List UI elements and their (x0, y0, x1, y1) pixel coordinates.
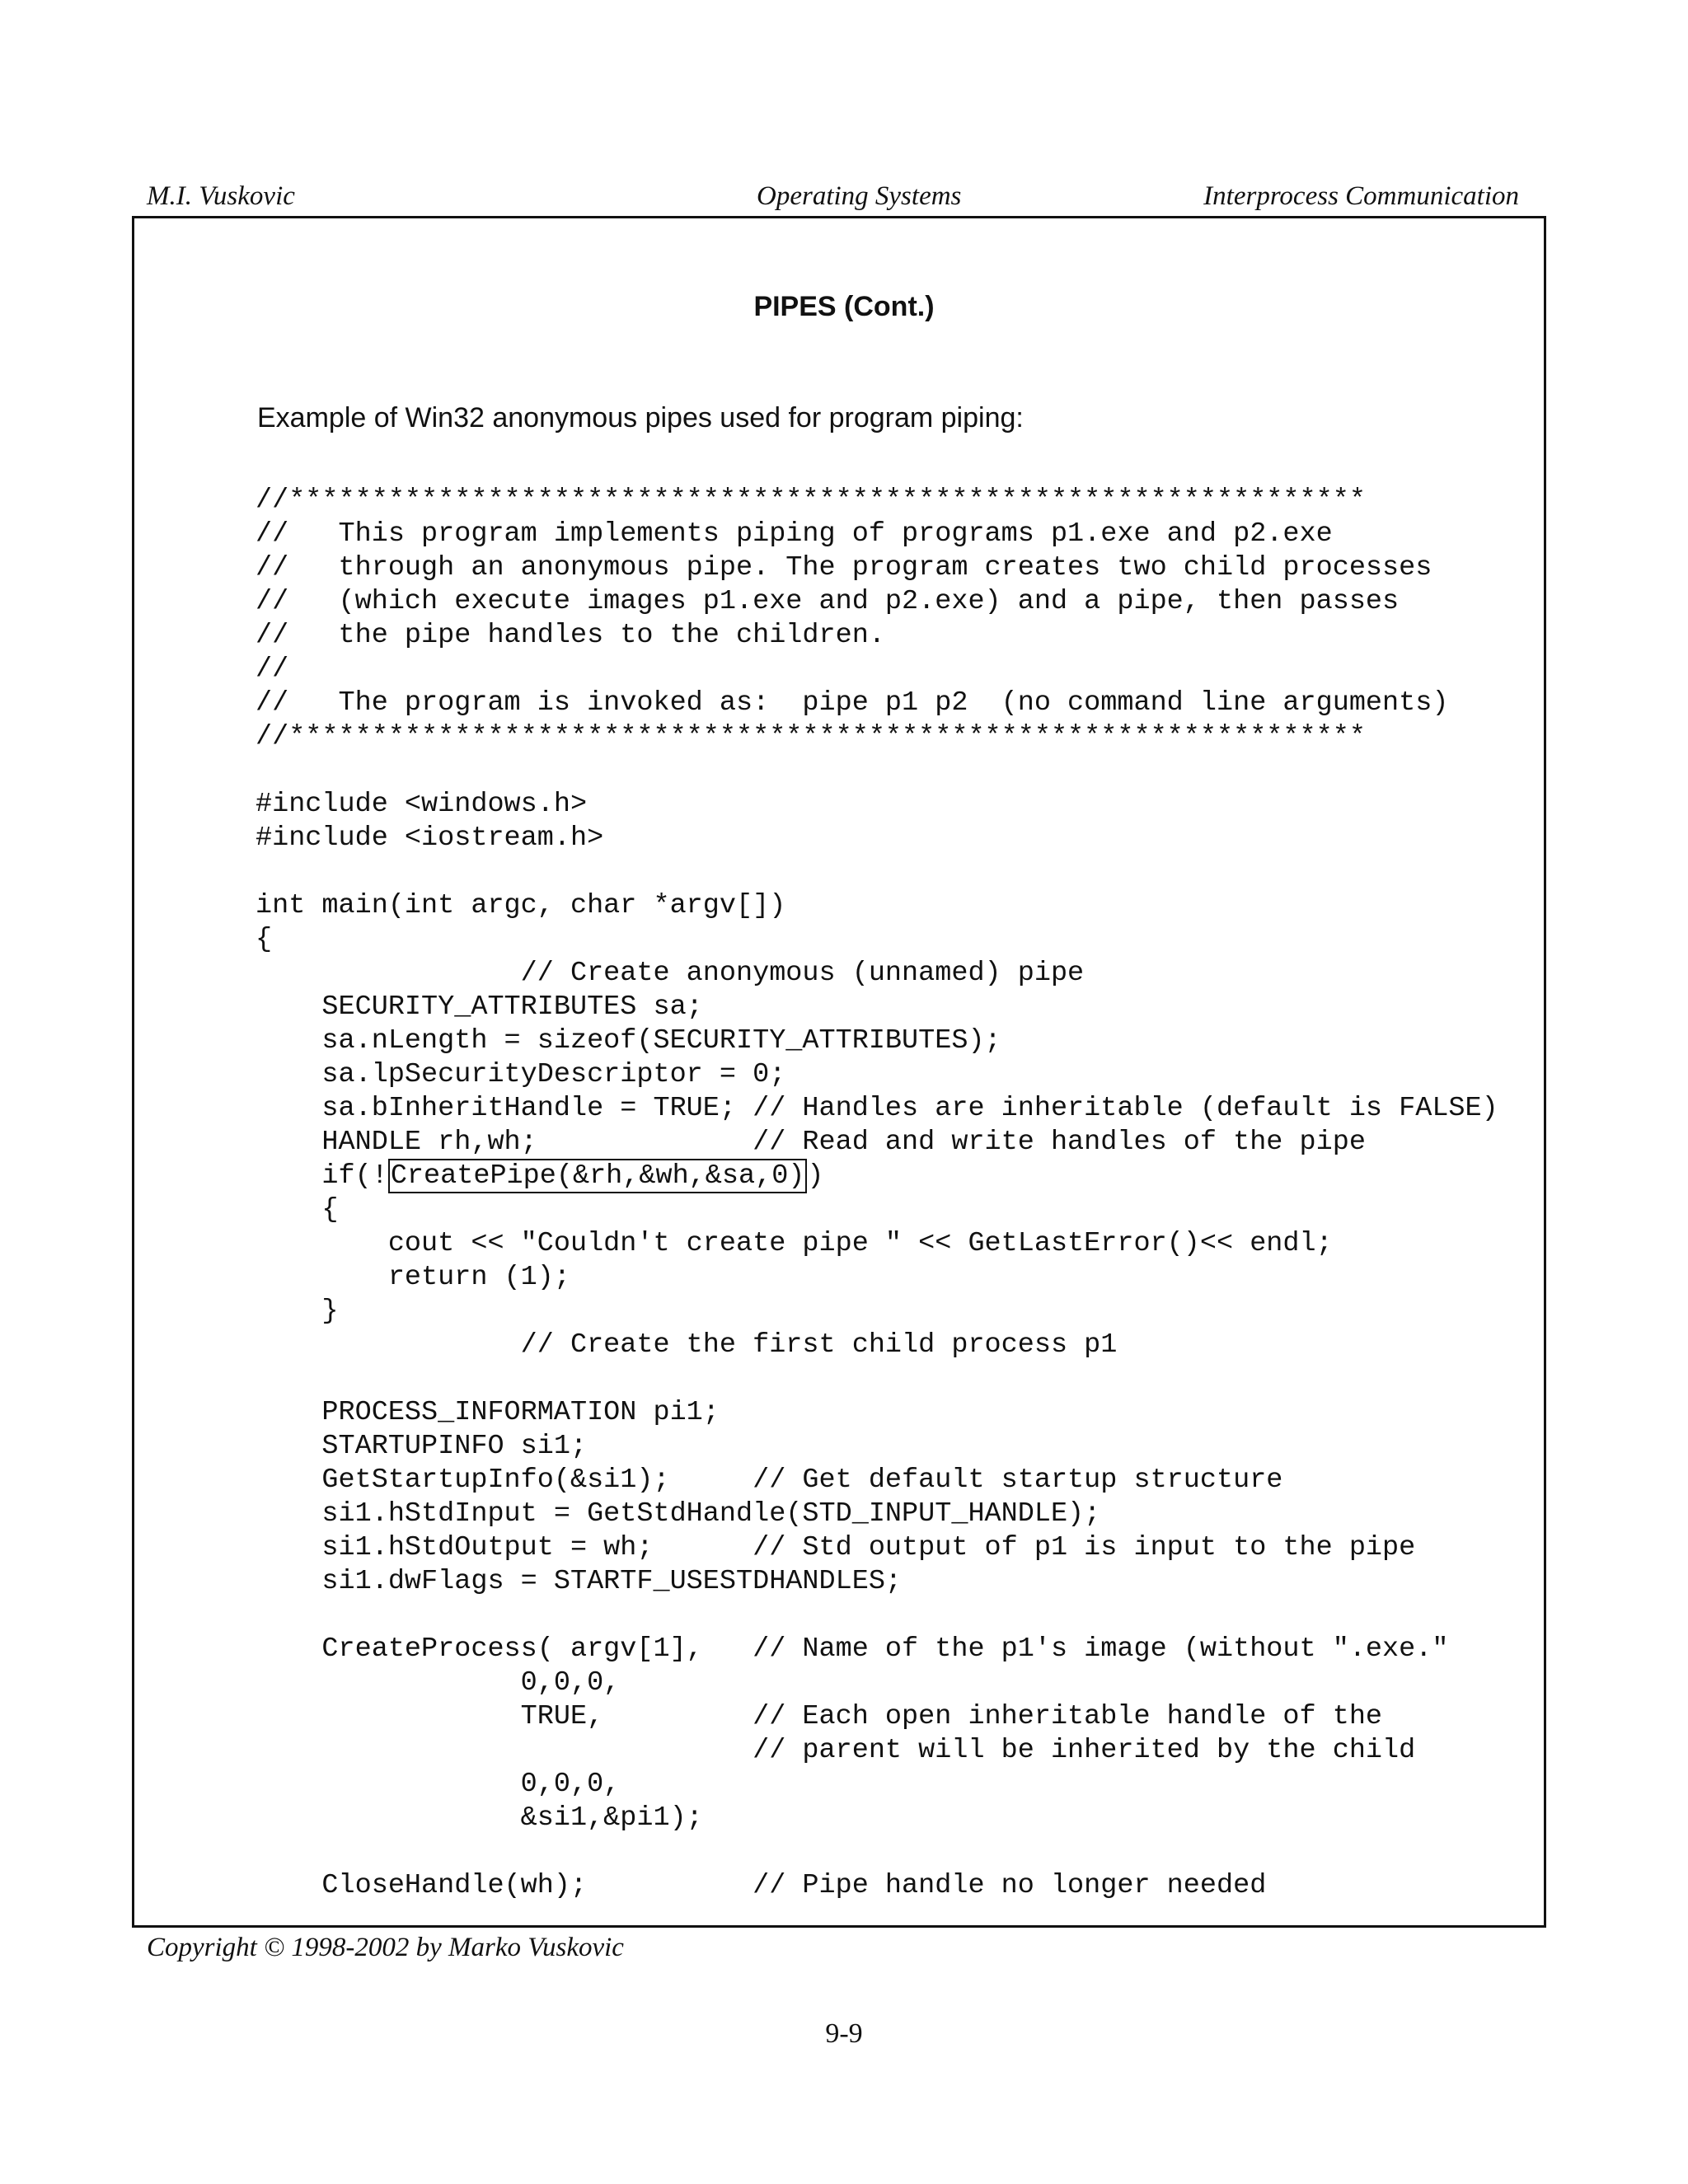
code-line: // through an anonymous pipe. The program creates two child processes (256, 552, 1432, 583)
code-line (256, 1835, 1498, 1869)
code-line: 0,0,0, (256, 1667, 621, 1699)
code-line: // (256, 654, 289, 685)
copyright-notice: Copyright © 1998-2002 by Marko Vuskovic (147, 1933, 624, 1962)
code-line: int main(int argc, char *argv[]) (256, 890, 786, 921)
code-line: cout << "Couldn't create pipe " << GetLastError()<< endl; (256, 1228, 1333, 1259)
page-number: 9-9 (825, 2018, 863, 2049)
code-line: #include <windows.h> (256, 789, 588, 820)
header-course: Operating Systems (757, 181, 962, 211)
code-line: return (1); (256, 1262, 570, 1293)
header-author: M.I. Vuskovic (147, 181, 295, 211)
code-line: // The program is invoked as: pipe p1 p2 (no command line arguments) (256, 687, 1449, 719)
code-line: // Create anonymous (unnamed) pipe (256, 958, 1085, 989)
code-line: sa.nLength = sizeof(SECURITY_ATTRIBUTES); (256, 1025, 1001, 1057)
code-line-suffix: ) (807, 1160, 824, 1192)
code-listing (256, 484, 1498, 1903)
code-line: { (256, 924, 273, 955)
code-line (256, 1362, 1498, 1396)
code-line: //***************************************************************** (256, 485, 1366, 516)
code-line: sa.bInheritHandle = TRUE; // Handles are inheritable (default is FALSE) (256, 1093, 1498, 1124)
code-line: STARTUPINFO si1; (256, 1431, 588, 1462)
code-line: CloseHandle(wh); // Pipe handle no longer needed (256, 1870, 1267, 1901)
code-line (256, 754, 1498, 788)
code-line: TRUE, // Each open inheritable handle of the (256, 1701, 1383, 1732)
code-line: PROCESS_INFORMATION pi1; (256, 1397, 720, 1428)
code-line: { (256, 1194, 339, 1226)
code-line: HANDLE rh,wh; // Read and write handles of the pipe (256, 1127, 1366, 1158)
code-line: // Create the first child process p1 (256, 1329, 1118, 1361)
code-line: si1.dwFlags = STARTF_USESTDHANDLES; (256, 1566, 903, 1597)
code-line: CreateProcess( argv[1], // Name of the p1's image (without ".exe." (256, 1633, 1449, 1665)
code-line: // the pipe handles to the children. (256, 620, 885, 651)
code-line: &si1,&pi1); (256, 1802, 703, 1834)
code-line (256, 1160, 1498, 1193)
code-line: // This program implements piping of programs p1.exe and p2.exe (256, 518, 1333, 550)
code-line: 0,0,0, (256, 1769, 621, 1800)
code-line: // parent will be inherited by the child (256, 1735, 1416, 1766)
highlighted-createpipe-call: CreatePipe(&rh,&wh,&sa,0) (388, 1159, 808, 1193)
code-line (256, 1599, 1498, 1633)
intro-text: Example of Win32 anonymous pipes used for program piping: (257, 402, 1024, 434)
code-line: #include <iostream.h> (256, 823, 604, 854)
code-line-prefix: if(! (256, 1160, 388, 1192)
code-line: // (which execute images p1.exe and p2.exe) and a pipe, then passes (256, 586, 1400, 617)
code-line: //***************************************************************** (256, 721, 1366, 752)
page-title: PIPES (Cont.) (753, 291, 935, 322)
code-line: GetStartupInfo(&si1); // Get default startup structure (256, 1465, 1283, 1496)
header-topic: Interprocess Communication (1203, 181, 1519, 211)
code-line (256, 855, 1498, 889)
code-line: si1.hStdInput = GetStdHandle(STD_INPUT_HANDLE); (256, 1498, 1101, 1530)
code-line: SECURITY_ATTRIBUTES sa; (256, 991, 703, 1023)
code-line: sa.lpSecurityDescriptor = 0; (256, 1059, 786, 1090)
code-line: si1.hStdOutput = wh; // Std output of p1 is input to the pipe (256, 1532, 1416, 1563)
code-line: } (256, 1296, 339, 1327)
